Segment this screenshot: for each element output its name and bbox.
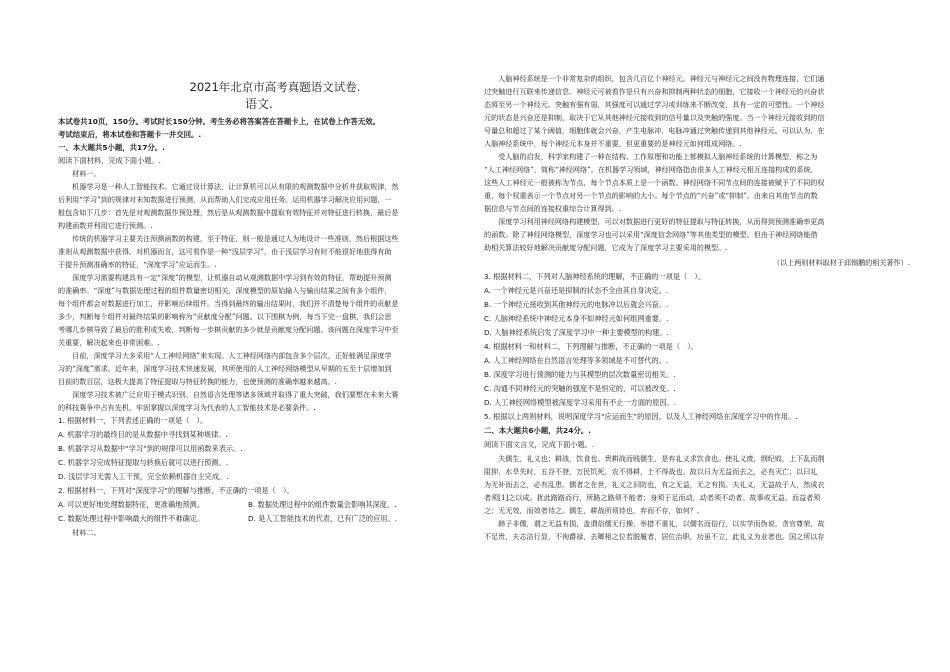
right-text-line: 受人脑的启发，科学家构建了一种在结构、工作原理和功能上都模拟人脑神经系统的计算模型，称之为	[484, 152, 818, 161]
right-text-line: 韩子非儒，谓之无益有损，盖谓俗儒无行操，举措不重礼，以儒名而俗行，以实学而伪说，贪官尊荣，故	[484, 519, 825, 528]
right-text-line: 人脑神经系统中，每个神经元本身并不重要，但更重要的是神经元如何组成网络。.	[484, 139, 742, 148]
left-text-line: D. 浅层学习无需人工干预，完全依赖机器自主完成。.	[58, 472, 229, 481]
left-text-line: 深度学习需要构建具有一定“深度”的模型，让机器自动从观测数据中学习到有效的特征，帮助提升预测	[58, 273, 392, 282]
left-text-line: 传统的机器学习主要关注预测函数的构建，至于特征，则一般是通过人为地设计一些准则，然后根据这些	[58, 234, 399, 243]
left-text-line: 深度学习技术被广泛应用于模式识别、自然语言处理等诸多领域并取得了重大突破，我们要想在未来大赛	[58, 390, 399, 399]
right-text-line: 的函数。除了神经网络模型，深度学习也可以采用“深度信念网络”等其他类型的模型。但由于神经网络能借	[484, 230, 818, 239]
left-text-line: B. 机器学习从数据中“学习”到的规律可以用函数来表示。.	[58, 444, 243, 453]
right-text-line: 为无补而去之，必有乱患。儒者之在世，礼义之旧防也，有之无益，无之有损。夫礼义，无益故于人，然成衣	[484, 480, 825, 489]
left-text-line: 的准确率。“深度”与数据处理过程的组件数量密切相关，深度模型的原始输入与输出结果之间有多个组件，	[58, 286, 392, 295]
left-text-line: 材料一。	[58, 169, 101, 178]
left-text-line: 目前的数百层，这极大提高了特征提取与特征转换的能力，也使预测的准确率越来越高。.	[58, 377, 337, 386]
left-text-line: 本试卷共10页，150分。考试时长150分钟。考生务必将答案答在答题卡上，在试卷上作答无效。	[58, 117, 380, 126]
left-text-line: 考哪几步棋导致了最后的胜利或失败，判断每一步棋贡献的多少就是贡献度分配问题。该问题在深度学习中至	[58, 325, 399, 334]
left-text-line: 阅读下面材料，完成下面小题。.	[58, 156, 161, 165]
right-text-line: 助相关算法较好地解决贡献度分配问题，它成为了深度学习主要采用的模型。.	[484, 243, 728, 252]
left-text-line: 于提升预测准确率的特征，“深度学习”应运而生。.	[58, 260, 217, 269]
right-text-line: 者须[1]之以成。犹此路路而行，所路之路须不能者；身须于足而动，动者须不动者。故事或无益，而益者须	[484, 493, 821, 502]
doc-title: 2021年北京市高考真题语文试卷.	[189, 80, 361, 94]
right-text-line: 号量总和超过了某个阈值，细胞体就会兴奋，产生电脉冲，电脉冲通过突触传递到其他神经元。可以认为，在	[484, 126, 825, 135]
right-text-line: B. 深度学习进行预测的能力与其模型的层次数量密切相关。.	[484, 370, 676, 379]
right-text-line: 阻抑，水旱失时，五谷不登，万民饥死，农不得耕，士不得战也。故以曰为无益而去之，必有灭亡；以曰礼	[484, 467, 818, 476]
left-text-line: 多少，判断每个组件对最终结果的影响称为“贡献度分配”问题。以下围棋为例，每当下完一盘棋，我们会思	[58, 312, 392, 321]
left-text-line: 般包含如下几步：首先是对观测数据作预处理，然后是从观测数据中提取有效特征并对特征进行转换，最后是	[58, 208, 399, 217]
left-text-line: 每个组件都会对数据进行加工，并影响后续组件。当得到最终的输出结果时，我们并不清楚每个组件的贡献是	[58, 299, 399, 308]
right-text-line: 3. 根据材料二，下列对人脑神经系统的理解，不正确的一项是（ ）。	[484, 272, 706, 281]
right-text-line: 夫儒生，礼义也；耕战，饮食也。贵耕战而贱儒生，是弃礼义求饮食也。使礼义废，纲纪败，上下乱而荆	[484, 454, 825, 463]
left-text-line: D. 是人工智能技术的代表，已有广泛的应用。.	[248, 514, 397, 523]
left-text-line: 1. 根据材料一，下列表述正确的一项是（ ）。	[58, 416, 208, 425]
right-text-line: 据信息与节点间的连接权重综合计算得到。.	[484, 204, 622, 213]
right-text-line: 阅读下面文言文，完成下面小题。.	[484, 440, 595, 449]
right-text-line: D. 人工神经网络模型被深度学习采用有不止一方面的原因。.	[484, 398, 677, 407]
left-text-line: 材料二。	[58, 528, 101, 537]
right-text-line: 5. 根据以上两则材料，说明深度学习“应运而生”的原因，以及人工神经网络在深度学习中的作用。.	[484, 412, 798, 421]
left-text-line: 考试结束后，将本试卷和答题卡一并交回。.	[58, 130, 202, 139]
right-text-line: “人工神经网络”，简称“神经网络”。在机器学习领域，神经网络指由很多人工神经元相互连接构成的系统，	[484, 165, 818, 174]
doc-subtitle: 语文.	[245, 97, 273, 111]
right-text-line: 人脑神经系统是一个非常复杂的组织，包含几百亿个神经元。神经元与神经元之间没有物理连接，它们通	[484, 74, 825, 83]
left-text-line: C. 数据处理过程中影响最大的组件不难确定。	[58, 514, 205, 523]
right-text-line: 重，每个权重表示一个节点对另一个节点的影响的大小。每个节点的“兴奋”或“抑制”，由来自其他节点的数	[484, 191, 818, 200]
right-text-line: 之；无无效，而效者待之。儒生，耕战所须待也，弃而不存，如何？。	[484, 506, 704, 515]
right-text-line: （以上两则材料取材于邱锡鹏的相关著作）.	[772, 258, 910, 267]
left-text-line: 的科技赛争中占有先机，牢固掌握以深度学习为代表的人工智能技术是必要条件。.	[58, 403, 316, 412]
left-text-line: 构建函数并利用它进行预测。.	[58, 221, 153, 230]
right-text-line: 二、本大题共6小题，共24分。.	[484, 426, 591, 435]
right-text-line: 4. 根据材料一和材料二，下列理解与推断，不正确的一项是（ ）。	[484, 342, 698, 351]
left-text-line: C. 机器学习完成特征提取与转换后就可以进行预测。.	[58, 458, 229, 467]
left-text-line: 习的“深度”需求。近年来，深度学习技术快速发展，其所使用的人工神经网络模型从早期的五至十层增加到	[58, 364, 392, 373]
left-text-line: 机器学习是一种人工智能技术。它通过设计算法，让计算机可以从有限的观测数据中分析并获取规律，然	[58, 182, 399, 191]
right-text-line: 态将至另一个神经元。突触有强有弱，其强度可以通过学习或训练来不断改变，具有一定的可塑性。一个神经	[484, 100, 825, 109]
left-text-line: 准则从观测数据中获得。对机器而言，这可看作是一种“浅层学习”，由于浅层学习有时不能很好地获得有助	[58, 247, 392, 256]
right-text-line: C. 沟通不同神经元的突触的强度不是恒定的，可以被改变。.	[484, 384, 676, 393]
left-text-line: 后利用“学习”到的规律对未知数据进行预测，从而帮助人们完成应用任务。运用机器学习解决应用问题，一	[58, 195, 392, 204]
right-text-line: A. 一个神经元是兴奋还是抑制的状态不全由其自身决定。.	[484, 286, 669, 295]
left-text-line: B. 数据处理过程中的组件数量会影响其深度。.	[248, 500, 397, 509]
left-text-line: 2. 根据材料一，下列对“深度学习”的理解与推断，不正确的一项是（ ）。	[58, 486, 294, 495]
right-text-line: 过突触进行互联来传递信息。神经元可被看作是只有兴奋和抑制两种状态的细胞，它接收一个神经元的兴奋状	[484, 87, 825, 96]
right-text-line: 深度学习利用神经网络构建模型，可以对数据进行更好的特征提取与特征转换，从而得到预测准确率更高	[484, 217, 825, 226]
left-text-line: A. 可以更好地处理数据特征，更准确地预测。	[58, 500, 204, 509]
left-text-line: 目前，深度学习大多采用“人工神经网络”来实现。人工神经网络内部包含多个层次，正好能满足深度学	[58, 351, 392, 360]
right-text-line: C. 人脑神经系统中神经元本身不如神经元如何组网重要。.	[484, 314, 669, 323]
right-text-line: B. 一个神经元接收到其他神经元的电脉冲以后就会兴奋。.	[484, 300, 669, 309]
right-text-line: A. 人工神经网络在自然语言处理等多领域是不可替代的。.	[484, 356, 669, 365]
right-text-line: D. 人脑神经系统启发了深度学习中一种主要模型的构建。.	[484, 328, 669, 337]
right-text-line: 不足贵，夫志洁行显，不徇爵禄，去卿相之位若脱履者，居位治职，功虽不立，此礼义为业者也。国之所以存	[484, 532, 825, 541]
right-text-line: 元的状态是兴奋还是抑制，取决于它从其他神经元接收到的信号量以及突触的强度。当一个神经元接收到的信	[484, 113, 825, 122]
right-text-line: 这些人工神经元一般被称为节点，每个节点本质上是一个函数。神经网络不同节点间的连接被赋予了不同的权	[484, 178, 825, 187]
left-text-line: 一、本大题共5小题，共17分。.	[58, 143, 165, 152]
left-text-line: A. 机器学习的最终目的是从数据中寻找到某种规律。.	[58, 430, 228, 439]
left-text-line: 关重要，解决起来也非常困难。.	[58, 338, 160, 347]
